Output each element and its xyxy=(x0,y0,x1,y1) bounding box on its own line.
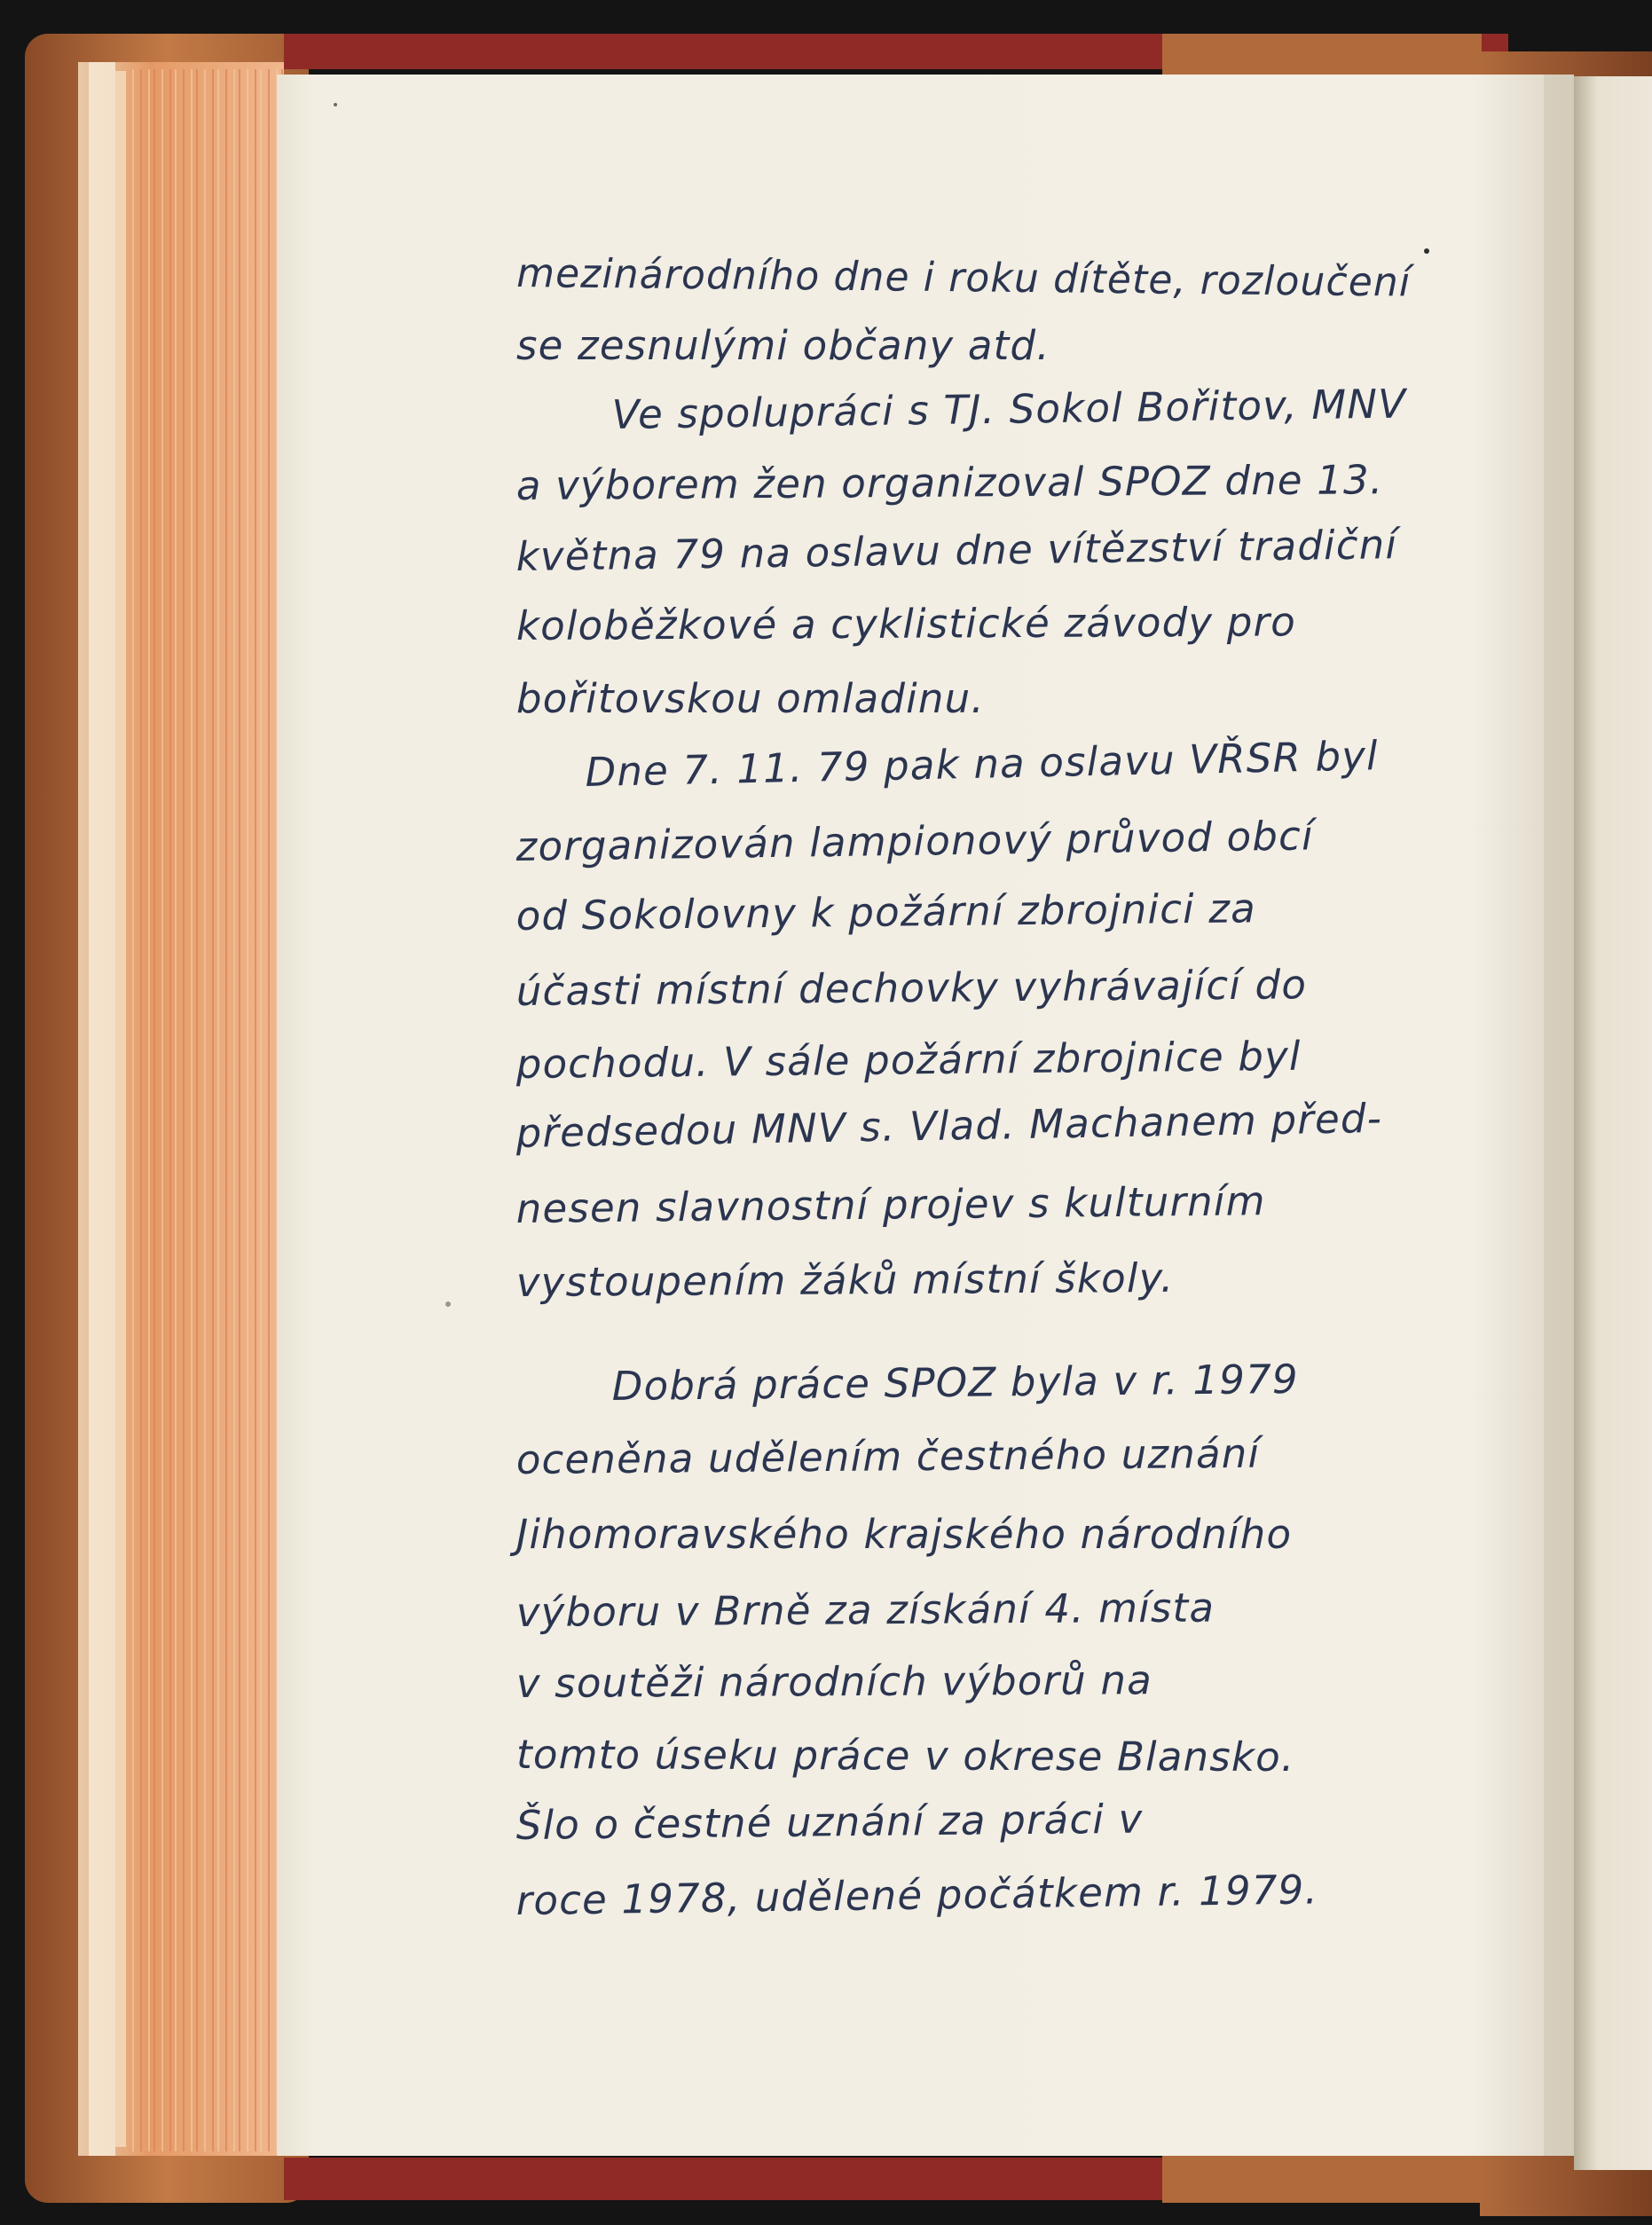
text-line: vystoupením žáků místní školy. xyxy=(515,1254,1175,1306)
text-line: bořitovskou omladinu. xyxy=(516,675,985,722)
text-line: od Sokolovny k požární zbrojnici za xyxy=(515,884,1257,940)
text-line: výboru v Brně za získání 4. místa xyxy=(515,1584,1215,1636)
text-line: nesen slavnostní projev s kulturním xyxy=(515,1177,1266,1232)
text-line: pochodu. V sále požární zbrojnice byl xyxy=(515,1032,1302,1088)
text-line: v soutěži národních výborů na xyxy=(515,1656,1153,1707)
text-line: oceněna udělením čestného uznání xyxy=(515,1429,1261,1483)
text-line: mezinárodního dne i roku dítěte, rozloučení xyxy=(515,249,1412,306)
text-line: a výborem žen organizoval SPOZ dne 13. xyxy=(515,456,1384,509)
text-line: se zesnulými občany atd. xyxy=(516,322,1050,369)
text-line: Dne 7. 11. 79 pak na oslavu VŘSR byl xyxy=(584,732,1380,796)
text-line: Šlo o čestné uznání za práci v xyxy=(515,1795,1144,1849)
text-line: tomto úseku práce v okrese Blansko. xyxy=(515,1731,1295,1781)
text-line: května 79 na oslavu dne vítězství tradiční xyxy=(515,521,1398,580)
text-line: Ve spolupráci s TJ. Sokol Bořitov, MNV xyxy=(611,380,1407,438)
text-line: koloběžkové a cyklistické závody pro xyxy=(515,598,1297,649)
text-line: účasti místní dechovky vyhrávající do xyxy=(515,961,1308,1015)
text-line: Jihomoravského krajského národního xyxy=(516,1511,1293,1558)
text-line: zorganizován lampionový průvod obcí xyxy=(515,812,1315,870)
text-line: předsedou MNV s. Vlad. Machanem před- xyxy=(515,1094,1383,1157)
text-line: roce 1978, udělené počátkem r. 1979. xyxy=(515,1866,1319,1924)
text-line: Dobrá práce SPOZ byla v r. 1979 xyxy=(611,1355,1299,1410)
